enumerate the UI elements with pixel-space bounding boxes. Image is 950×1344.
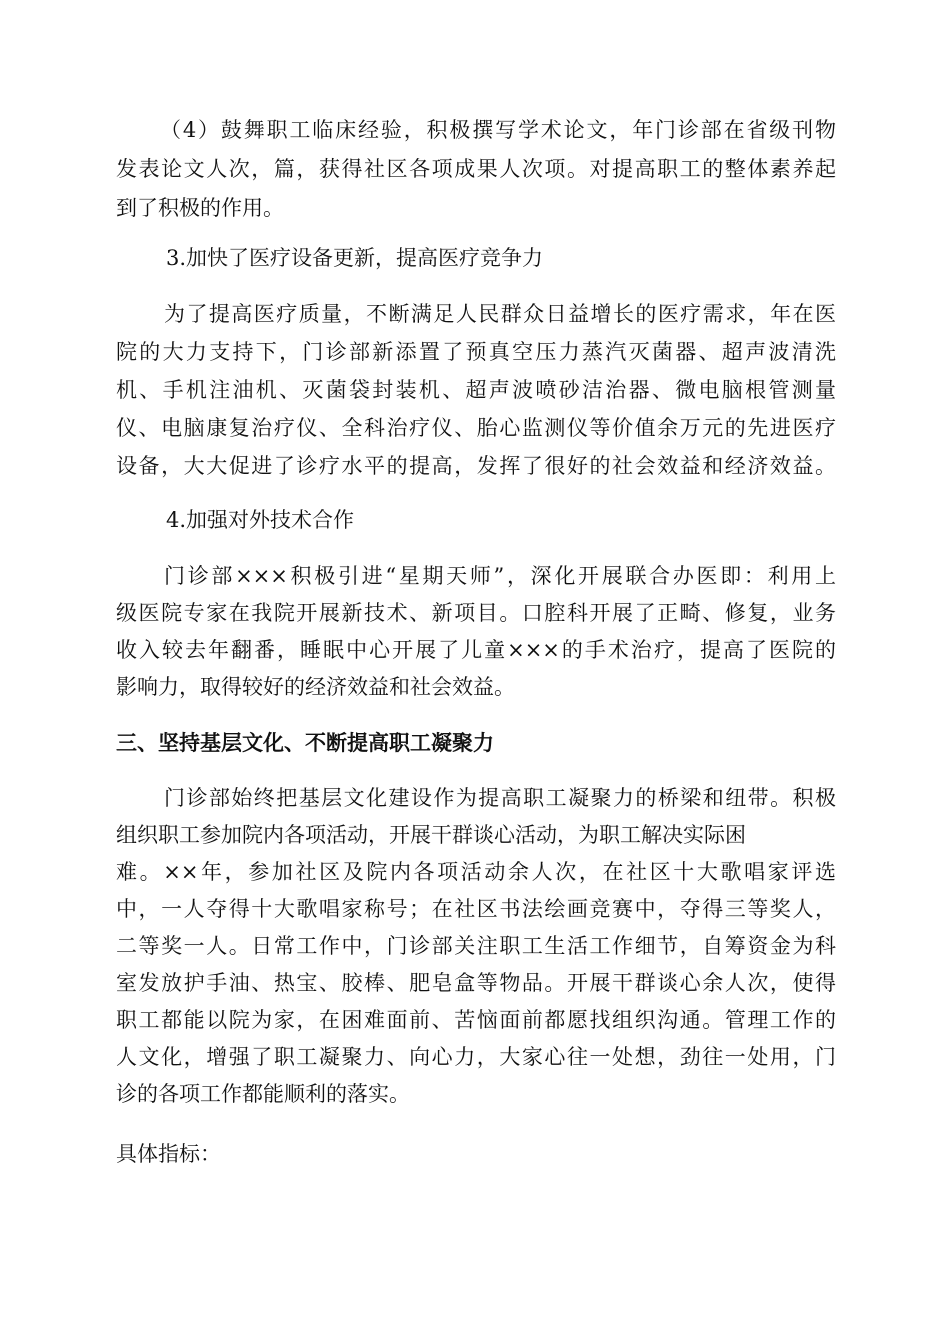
paragraph-line: 人文化，增强了职工凝聚力、向心力，大家心往一处想，劲往一处用，门 <box>116 1045 836 1069</box>
subheading-text: 4.加强对外技术合作 <box>166 508 355 532</box>
paragraph-line: 诊的各项工作都能顺利的落实。 <box>116 1082 410 1106</box>
paragraph-line: 仪、电脑康复治疗仪、全科治疗仪、胎心监测仪等价值余万元的先进医疗 <box>116 416 836 440</box>
paragraph-line: 发表论文人次，篇，获得社区各项成果人次项。对提高职工的整体素养起 <box>116 157 836 181</box>
paragraph-line: 影响力，取得较好的经济效益和社会效益。 <box>116 675 515 699</box>
paragraph-line: 机、手机注油机、灭菌袋封装机、超声波喷砂洁治器、微电脑根管测量 <box>116 378 836 402</box>
paragraph-line: 为了提高医疗质量，不断满足人民群众日益增长的医疗需求，年在医 <box>164 302 836 326</box>
paragraph-line: 室发放护手油、热宝、胶棒、肥皂盒等物品。开展干群谈心余人次，使得 <box>116 971 836 995</box>
paragraph-line: 设备，大大促进了诊疗水平的提高，发挥了很好的社会效益和经济效益。 <box>116 454 836 478</box>
paragraph-line: 门诊部×××积极引进“星期天师”，深化开展联合办医即：利用上 <box>164 564 836 588</box>
paragraph-line: 难。××年，参加社区及院内各项活动余人次，在社区十大歌唱家评选 <box>116 860 836 884</box>
paragraph-line: 级医院专家在我院开展新技术、新项目。口腔科开展了正畸、修复，业务 <box>116 601 836 625</box>
paragraph-line: （4）鼓舞职工临床经验，积极撰写学术论文，年门诊部在省级刊物 <box>160 118 836 142</box>
section-heading-text: 三、坚持基层文化、不断提高职工凝聚力 <box>116 731 494 755</box>
paragraph-line: 二等奖一人。日常工作中，门诊部关注职工生活工作细节，自筹资金为科 <box>116 934 836 958</box>
paragraph-line: 到了积极的作用。 <box>116 196 284 220</box>
paragraph-line: 门诊部始终把基层文化建设作为提高职工凝聚力的桥梁和纽带。积极 <box>164 786 836 810</box>
paragraph-line: 院的大力支持下，门诊部新添置了预真空压力蒸汽灭菌器、超声波清洗 <box>116 340 836 364</box>
paragraph-line: 职工都能以院为家，在困难面前、苦恼面前都愿找组织沟通。管理工作的 <box>116 1008 836 1032</box>
subheading-text: 3.加快了医疗设备更新，提高医疗竞争力 <box>166 246 544 270</box>
paragraph-line: 组织职工参加院内各项活动，开展干群谈心活动，为职工解决实际困 <box>116 823 746 847</box>
paragraph-line: 中，一人夺得十大歌唱家称号；在社区书法绘画竞赛中，夺得三等奖人， <box>116 897 836 921</box>
indicators-text: 具体指标： <box>116 1142 221 1166</box>
paragraph-line: 收入较去年翻番，睡眠中心开展了儿童×××的手术治疗，提高了医院的 <box>116 638 836 662</box>
